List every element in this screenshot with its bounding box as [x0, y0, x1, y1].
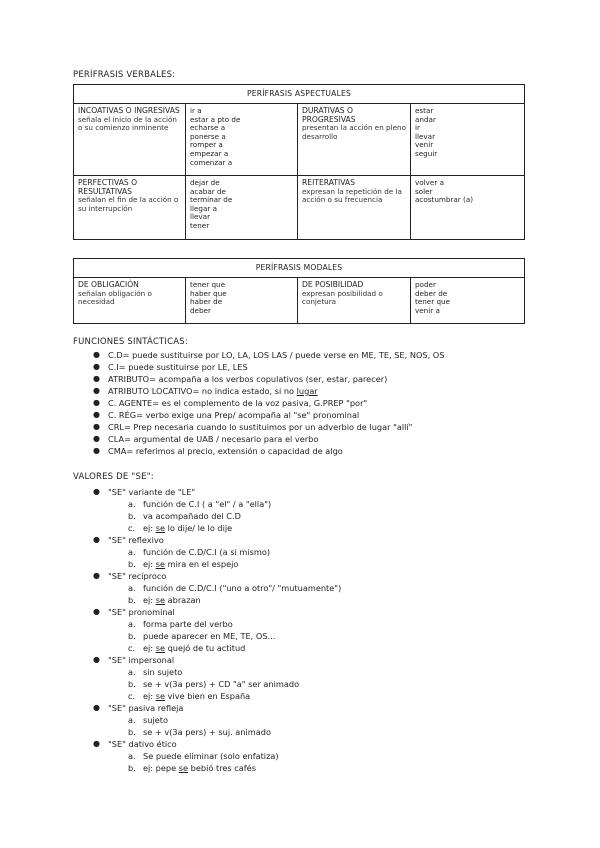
- list-item-text: CRL= Prep necesaria cuando lo sustituimos por un adverbio de lugar "allí": [108, 422, 413, 432]
- sub-item-letter: b.: [128, 559, 136, 569]
- sub-item-letter: a.: [128, 715, 136, 725]
- verb-form: dejar de: [190, 178, 220, 187]
- sub-item-text: ej:: [143, 595, 156, 605]
- sub-item-text: forma parte del verbo: [143, 619, 233, 629]
- category-description: señalan el fin de la acción o su interrupción: [78, 195, 179, 213]
- sub-item-text: vive bien en España: [165, 691, 251, 701]
- sub-item-text: ej: pepe: [143, 763, 179, 773]
- verb-form: ponerse a: [190, 131, 226, 141]
- sub-item-text: mira en el espejo: [165, 559, 239, 569]
- verb-form: terminar de: [190, 195, 233, 205]
- category-title: PERFECTIVAS O RESULTATIVAS: [78, 178, 138, 196]
- verb-form: soler: [415, 186, 433, 196]
- sub-item-letter: a.: [128, 547, 136, 557]
- underlined-word: se: [155, 559, 165, 569]
- category-description: señalan obligación o necesidad: [78, 288, 152, 307]
- sub-item: [73, 762, 543, 774]
- sub-item: [73, 630, 543, 642]
- bullet-icon: ●: [93, 535, 100, 544]
- verb-form: haber que: [190, 288, 227, 298]
- sub-item-text: ej:: [143, 523, 156, 533]
- bullet-icon: ●: [93, 362, 100, 371]
- sub-item-letter: a.: [128, 619, 136, 629]
- sub-item-letter: a.: [128, 583, 136, 593]
- bullet-icon: ●: [93, 410, 100, 419]
- verb-form: tener: [190, 220, 210, 230]
- bullet-icon: ●: [93, 655, 100, 664]
- list-item: [73, 349, 543, 361]
- se-values-list: [73, 486, 543, 774]
- list-item: [73, 361, 543, 373]
- modal-periphrasis-table: [73, 258, 525, 324]
- verb-form: llegar a: [190, 203, 218, 213]
- category-description: presentan la acción en pleno desarrollo: [302, 123, 406, 141]
- verb-list-cell: [186, 176, 298, 240]
- sub-item-text: función de C.I ( a "el" / a "ella"): [143, 499, 272, 509]
- aspectual-table-header: PERÍFRASIS ASPECTUALES: [74, 85, 525, 104]
- category-cell: [74, 176, 186, 240]
- bullet-icon: ●: [93, 487, 100, 496]
- category-cell: [298, 278, 411, 324]
- underlined-word: lugar: [296, 386, 318, 396]
- syntactic-functions-title: FUNCIONES SINTÁCTICAS:: [73, 337, 188, 347]
- list-item: [73, 421, 543, 433]
- sub-item-text: sin sujeto: [143, 667, 183, 677]
- modal-table-header: PERÍFRASIS MODALES: [74, 259, 525, 278]
- sub-item-letter: b.: [128, 727, 136, 737]
- sub-item: [73, 666, 543, 678]
- sub-item-text: puede aparecer en ME, TE, OS...: [143, 631, 276, 641]
- sub-item: [73, 678, 543, 690]
- sub-item: [73, 618, 543, 630]
- se-value-heading-text: "SE" pronominal: [108, 607, 175, 617]
- category-cell: [74, 278, 186, 324]
- underlined-word: se: [155, 643, 165, 653]
- se-value-group: [73, 738, 543, 774]
- se-value-heading-text: "SE" recíproco: [108, 571, 167, 581]
- sub-item-text: abrazan: [165, 595, 201, 605]
- sub-item-text: función de C.D/C.I ("uno a otro"/ "mutuamente"): [143, 583, 342, 593]
- list-item-text: CLA= argumental de UAB / necesario para el verbo: [108, 434, 319, 444]
- category-cell: [74, 104, 186, 176]
- sub-item-text: ej:: [143, 559, 156, 569]
- verb-list-cell: [411, 278, 525, 324]
- se-value-group: [73, 702, 543, 738]
- sub-item: [73, 498, 543, 510]
- se-values-title: VALORES DE "SE":: [73, 472, 154, 482]
- sub-item-letter: a.: [128, 751, 136, 761]
- sub-item: [73, 714, 543, 726]
- se-value-group: [73, 606, 543, 654]
- list-item: [73, 385, 543, 397]
- sub-item-letter: c.: [128, 643, 136, 653]
- category-cell: [298, 104, 411, 176]
- sub-item-text: ej:: [143, 643, 156, 653]
- bullet-icon: ●: [93, 398, 100, 407]
- document-title: PERÍFRASIS VERBALES:: [73, 70, 176, 80]
- verb-form: echarse a: [190, 123, 226, 133]
- verb-form: venir: [415, 140, 434, 150]
- verb-form: llevar: [190, 212, 211, 222]
- verb-form: acabar de: [190, 186, 226, 196]
- sub-item: [73, 510, 543, 522]
- se-value-heading: [73, 534, 543, 546]
- verb-form: deber: [190, 305, 211, 315]
- se-value-group: [73, 570, 543, 606]
- list-item: [73, 397, 543, 409]
- verb-list-cell: [186, 278, 298, 324]
- underlined-word: se: [178, 763, 189, 773]
- sub-item-text: va acompañado del C.D: [143, 511, 241, 521]
- se-value-heading-text: "SE" reflexivo: [108, 535, 164, 545]
- verb-form: deber de: [415, 288, 448, 298]
- sub-item-text: ej:: [143, 691, 156, 701]
- sub-item: [73, 726, 543, 738]
- se-value-group: [73, 486, 543, 534]
- sub-item: [73, 690, 543, 702]
- list-item-text: C. AGENTE= es el complemento de la voz pasiva, G.PREP "por": [108, 398, 368, 408]
- verb-form: acostumbrar (a): [415, 195, 474, 205]
- bullet-icon: ●: [93, 434, 100, 443]
- sub-item: [73, 642, 543, 654]
- se-value-heading: [73, 738, 543, 750]
- verb-form: poder: [415, 280, 436, 289]
- list-item-text: C. RÉG= verbo exige una Prep/ acompaña al "se" pronominal: [108, 410, 360, 420]
- category-description: expresan la repetición de la acción o su frecuencia: [302, 186, 402, 205]
- underlined-word: se: [155, 523, 165, 533]
- se-value-heading-text: "SE" impersonal: [108, 655, 175, 665]
- list-item: [73, 445, 543, 457]
- bullet-icon: ●: [93, 571, 100, 580]
- bullet-icon: ●: [93, 703, 100, 712]
- se-value-heading: [73, 486, 543, 498]
- bullet-icon: ●: [93, 739, 100, 748]
- verb-form: andar: [415, 114, 436, 124]
- bullet-icon: ●: [93, 422, 100, 431]
- verb-form: seguir: [415, 148, 438, 158]
- underlined-word: se: [155, 691, 165, 701]
- verb-form: estar a pto de: [190, 114, 241, 124]
- category-description: señala el inicio de la acción o su comienzo inminente: [78, 114, 177, 133]
- list-item-text: C.I= puede sustituirse por LE, LES: [108, 362, 248, 372]
- sub-item-text: función de C.D/C.I (a si mismo): [143, 547, 271, 557]
- se-value-heading: [73, 570, 543, 582]
- sub-item-letter: b.: [128, 763, 136, 773]
- underlined-word: se: [155, 595, 165, 605]
- sub-item: [73, 558, 543, 570]
- category-title: REITERATIVAS: [302, 178, 355, 187]
- verb-form: tener que: [415, 297, 450, 307]
- verb-list-cell: [186, 104, 298, 176]
- category-title: DURATIVAS O PROGRESIVAS: [302, 106, 356, 124]
- verb-form: haber de: [190, 297, 223, 307]
- se-value-heading-text: "SE" pasiva refleja: [108, 703, 184, 713]
- bullet-icon: ●: [93, 446, 100, 455]
- list-item-text: ATRIBUTO LOCATIVO= no indica estado, si no: [108, 386, 297, 396]
- sub-item-text: sujeto: [143, 715, 168, 725]
- category-title: INCOATIVAS O INGRESIVAS: [78, 106, 180, 115]
- verb-list-cell: [411, 176, 525, 240]
- sub-item-text: quejó de tu actitud: [165, 643, 246, 653]
- verb-form: romper a: [190, 140, 223, 150]
- bullet-icon: ●: [93, 607, 100, 616]
- verb-form: estar: [415, 106, 434, 115]
- sub-item: [73, 582, 543, 594]
- se-value-heading: [73, 702, 543, 714]
- list-item-text: C.D= puede sustituirse por LO, LA, LOS LAS / puede verse en ME, TE, SE, NOS, OS: [108, 350, 445, 360]
- verb-form: tener que: [190, 280, 225, 289]
- sub-item-letter: a.: [128, 667, 136, 677]
- sub-item-text: bebió tres cafés: [188, 763, 256, 773]
- sub-item-text: se + v(3a pers) + CD "a" ser animado: [143, 679, 300, 689]
- bullet-icon: ●: [93, 350, 100, 359]
- sub-item: [73, 594, 543, 606]
- verb-form: comenzar a: [190, 157, 233, 167]
- sub-item-text: lo dije/ le lo dije: [165, 523, 233, 533]
- sub-item-letter: b.: [128, 679, 136, 689]
- verb-list-cell: [411, 104, 525, 176]
- se-value-heading-text: "SE" dativo ético: [108, 739, 177, 749]
- se-value-group: [73, 654, 543, 702]
- se-value-heading: [73, 654, 543, 666]
- list-item: [73, 433, 543, 445]
- sub-item-text: se + v(3a pers) + suj. animado: [143, 727, 271, 737]
- verb-form: ir a: [190, 106, 202, 115]
- category-cell: [298, 176, 411, 240]
- list-item: [73, 373, 543, 385]
- syntactic-functions-list: [73, 349, 543, 457]
- sub-item: [73, 546, 543, 558]
- sub-item: [73, 750, 543, 762]
- aspectual-periphrasis-table: [73, 84, 525, 240]
- sub-item-letter: b.: [128, 631, 136, 641]
- sub-item-text: Se puede eliminar (solo enfatiza): [143, 751, 279, 761]
- category-title: DE OBLIGACIÓN: [78, 280, 139, 289]
- list-item: [73, 409, 543, 421]
- sub-item: [73, 522, 543, 534]
- sub-item-letter: b.: [128, 511, 136, 521]
- verb-form: volver a: [415, 178, 444, 187]
- bullet-icon: ●: [93, 386, 100, 395]
- bullet-icon: ●: [93, 374, 100, 383]
- category-description: expresan posibilidad o conjetura: [302, 288, 383, 307]
- se-value-heading: [73, 606, 543, 618]
- verb-form: ir: [415, 123, 420, 133]
- verb-form: venir a: [415, 305, 440, 315]
- list-item-text: ATRIBUTO= acompaña a los verbos copulativos (ser, estar, parecer): [108, 374, 388, 384]
- sub-item-letter: b.: [128, 595, 136, 605]
- se-value-group: [73, 534, 543, 570]
- sub-item-letter: c.: [128, 523, 136, 533]
- verb-form: llevar: [415, 131, 436, 141]
- verb-form: empezar a: [190, 148, 229, 158]
- category-title: DE POSIBILIDAD: [302, 280, 364, 289]
- sub-item-letter: c.: [128, 691, 136, 701]
- se-value-heading-text: "SE" variante de "LE": [108, 487, 196, 497]
- list-item-text: CMA= referimos al precio, extensión o capacidad de algo: [108, 446, 343, 456]
- sub-item-letter: a.: [128, 499, 136, 509]
